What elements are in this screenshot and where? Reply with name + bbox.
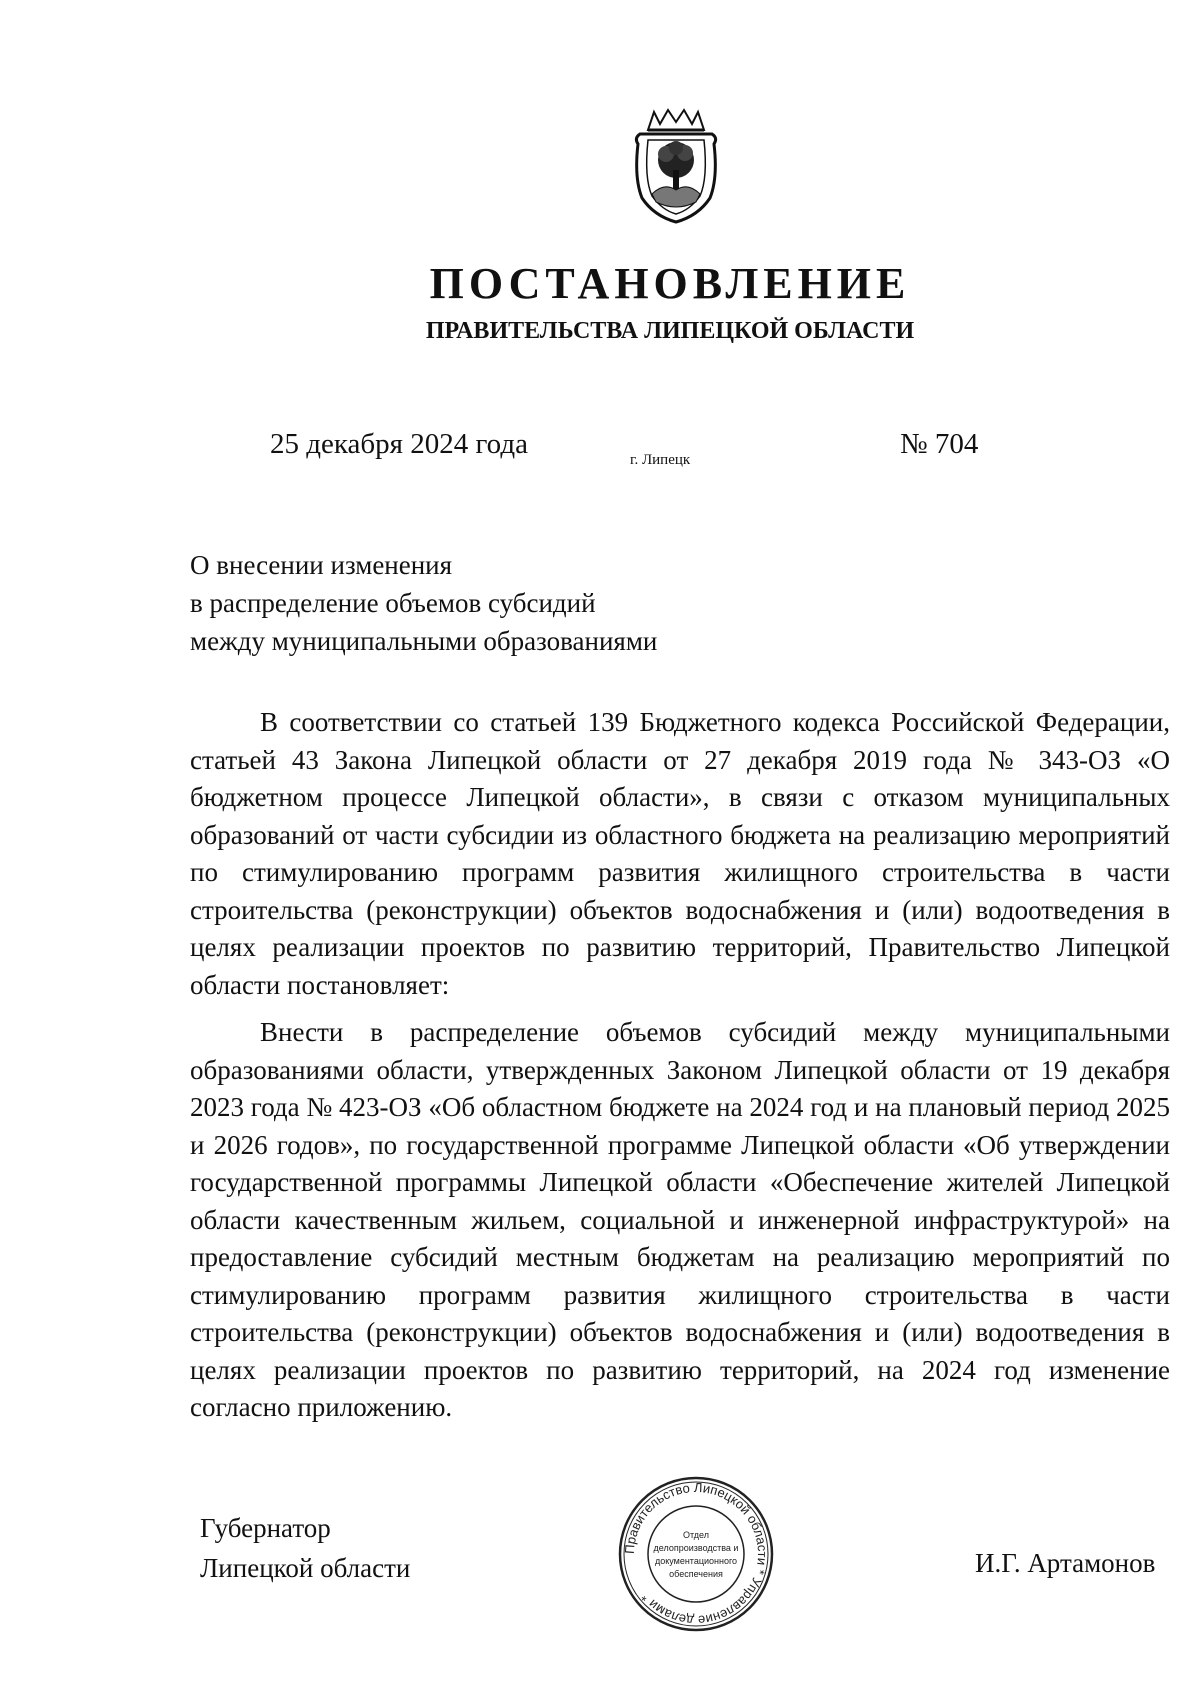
document-date: 25 декабря 2024 года [270, 428, 528, 460]
document-title: ПОСТАНОВЛЕНИЕ [429, 259, 911, 308]
signatory-name: И.Г. Артамонов [975, 1548, 1156, 1578]
stamp-inner-line: обеспечения [669, 1569, 723, 1579]
document-number: № 704 [900, 428, 979, 460]
official-stamp [616, 1474, 776, 1634]
signatory-position [200, 1508, 410, 1588]
document-body [190, 704, 1170, 1427]
document-subtitle: ПРАВИТЕЛЬСТВА ЛИПЕЦКОЙ ОБЛАСТИ [425, 318, 915, 344]
stamp-inner-line: делопроизводства и [653, 1543, 739, 1553]
heading-line: между муниципальными образованиями [190, 626, 658, 656]
body-paragraph: Внести в распределение объемов субсидий между муниципальными образованиями области, утвержденных Законом Липецкой области от 19 декабря 2023 года № 423-ОЗ «Об областном бюджете на 2024 год и на плановый период 2025 и 2026 годов», по государственной программе Липецкой области «Об утверждении государственной программы Липецкой области «Обеспечение жителей Липецкой области качественным жильем, социальной и инженерной инфраструктурой» на предоставление субсидий местным бюджетам на реализацию мероприятий по стимулированию программ развития жилищного строительства в части строительства (реконструкции) объектов водоснабжения и (или) водоотведения в целях реализации проектов по развитию территорий, на 2024 год изменение согласно приложению. [190, 1017, 1170, 1422]
stamp-outer-text: Правительство Липецкой области * Управление делами * [621, 1479, 771, 1629]
signatory-position-line: Липецкой области [200, 1553, 411, 1583]
heading-line: О внесении изменения [190, 550, 453, 580]
document-heading [190, 546, 657, 660]
svg-text:Правительство Липецкой области [622, 1480, 770, 1628]
stamp-inner-line: Отдел [682, 1530, 710, 1540]
coat-of-arms-icon [630, 108, 722, 226]
document-city: г. Липецк [630, 452, 691, 468]
heading-line: в распределение объемов субсидий [190, 588, 596, 618]
stamp-inner-line: документационного [654, 1556, 738, 1566]
signatory-position-line: Губернатор [200, 1513, 331, 1543]
body-paragraph: В соответствии со статьей 139 Бюджетного кодекса Российской Федерации, статьей 43 Закона Липецкой области от 27 декабря 2019 года № 343-ОЗ «О бюджетном процессе Липецкой области», в связи с отказом муниципальных образований от части субсидии из областного бюджета на реализацию мероприятий по стимулированию программ развития жилищного строительства в части строительства (реконструкции) объектов водоснабжения и (или) водоотведения в целях реализации проектов по развитию территорий, Правительство Липецкой области постановляет: [190, 707, 1170, 1000]
